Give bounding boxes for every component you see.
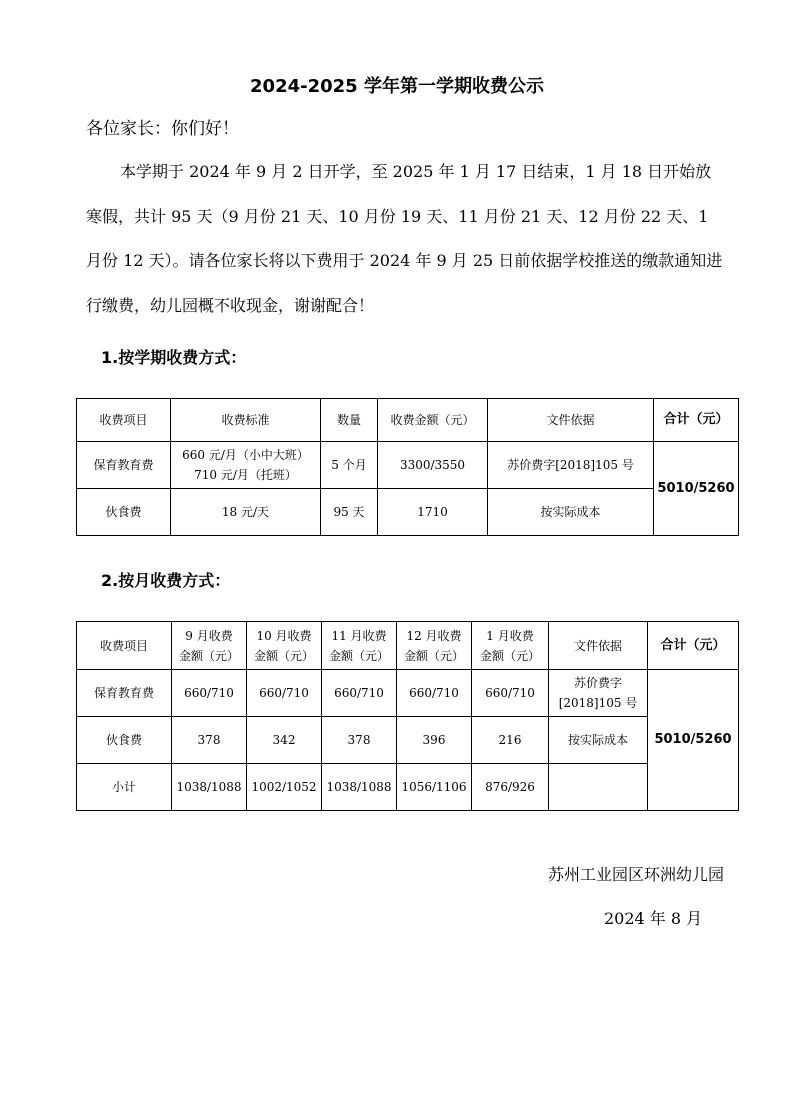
- table-row: [77, 717, 739, 764]
- header-line: 1 月收费: [486, 628, 534, 643]
- monthly-fee-table: [76, 621, 739, 811]
- month-value: 396: [397, 717, 472, 764]
- header-cell: [472, 622, 549, 670]
- month-value: 660/710: [247, 670, 322, 717]
- header-cell: [397, 622, 472, 670]
- fee-basis: 苏价费字[2018]105 号: [488, 442, 654, 489]
- fee-amount: 1710: [378, 489, 488, 536]
- fee-quantity: 95 天: [321, 489, 378, 536]
- header-cell: 收费金额（元）: [378, 399, 488, 442]
- greeting: 各位家长：你们好！: [86, 119, 239, 139]
- month-value: 1002/1052: [247, 764, 322, 811]
- month-value: 378: [322, 717, 397, 764]
- month-value: 660/710: [472, 670, 549, 717]
- month-value: 378: [172, 717, 247, 764]
- header-line: 金额（元）: [328, 648, 389, 663]
- month-value: 660/710: [322, 670, 397, 717]
- header-line: 金额（元）: [178, 648, 239, 663]
- fee-basis: 按实际成本: [549, 717, 648, 764]
- fee-basis-line: 苏价费字: [573, 676, 622, 690]
- fee-item: 保育教育费: [77, 442, 171, 489]
- fee-item: 小计: [77, 764, 172, 811]
- fee-item: 伙食费: [77, 717, 172, 764]
- fee-basis: [549, 764, 648, 811]
- table-row: [77, 764, 739, 811]
- fee-basis-line: [2018]105 号: [558, 696, 638, 710]
- month-value: 1056/1106: [397, 764, 472, 811]
- date: 2024 年 8 月: [604, 909, 703, 928]
- header-cell: [322, 622, 397, 670]
- header-cell: 收费项目: [77, 399, 171, 442]
- fee-standard-line: 660 元/月（小中大班）: [182, 448, 309, 462]
- fee-item: 保育教育费: [77, 670, 172, 717]
- header-line: 金额（元）: [403, 648, 464, 663]
- section1-heading: 1.按学期收费方式：: [101, 348, 247, 367]
- fee-standard: [171, 442, 321, 489]
- header-line: 11 月收费: [331, 628, 387, 643]
- table-row: [77, 670, 739, 717]
- header-line: 12 月收费: [406, 628, 462, 643]
- section2-heading: 2.按月收费方式：: [101, 571, 231, 590]
- fee-basis: 按实际成本: [488, 489, 654, 536]
- month-value: 216: [472, 717, 549, 764]
- notice-paragraph: 本学期于 2024 年 9 月 2 日开学，至 2025 年 1 月 17 日结束，1 月 18 日开始放寒假，共计 95 天（9 月份 21 天、10 月份 19 天、11 月份 21 天、12 月份 22 天、1 月份 12 天）。请各位家长将以下费用于 2024 年 9 月 25 日前依据学校推送的缴款通知进行缴费，幼儿园概不收现金，谢谢配合！: [86, 162, 723, 316]
- month-value: 660/710: [397, 670, 472, 717]
- table-row: [77, 442, 739, 489]
- header-cell: 收费标准: [171, 399, 321, 442]
- table-header-row: [77, 399, 739, 442]
- fee-standard: 18 元/天: [171, 489, 321, 536]
- page-title: 2024-2025 学年第一学期收费公示: [250, 76, 544, 97]
- fee-total: 5010/5260: [648, 670, 739, 811]
- header-cell: [247, 622, 322, 670]
- month-value: 1038/1088: [172, 764, 247, 811]
- semester-fee-table: [76, 398, 739, 536]
- table-row: [77, 489, 739, 536]
- fee-item: 伙食费: [77, 489, 171, 536]
- header-cell: 数量: [321, 399, 378, 442]
- signature: 苏州工业园区环洲幼儿园: [548, 865, 725, 884]
- month-value: 876/926: [472, 764, 549, 811]
- month-value: 660/710: [172, 670, 247, 717]
- header-line: 10 月收费: [256, 628, 312, 643]
- header-line: 金额（元）: [253, 648, 314, 663]
- header-cell-total: 合计（元）: [648, 622, 739, 670]
- header-cell: 文件依据: [549, 622, 648, 670]
- fee-total: 5010/5260: [654, 442, 739, 536]
- header-cell: [172, 622, 247, 670]
- table-header-row: [77, 622, 739, 670]
- month-value: 342: [247, 717, 322, 764]
- fee-standard-line: 710 元/月（托班）: [194, 468, 297, 482]
- header-line: 金额（元）: [479, 648, 540, 663]
- header-cell: 文件依据: [488, 399, 654, 442]
- fee-quantity: 5 个月: [321, 442, 378, 489]
- header-cell: 收费项目: [77, 622, 172, 670]
- header-cell-total: 合计（元）: [654, 399, 739, 442]
- fee-basis: [549, 670, 648, 717]
- header-line: 9 月收费: [185, 628, 233, 643]
- month-value: 1038/1088: [322, 764, 397, 811]
- fee-amount: 3300/3550: [378, 442, 488, 489]
